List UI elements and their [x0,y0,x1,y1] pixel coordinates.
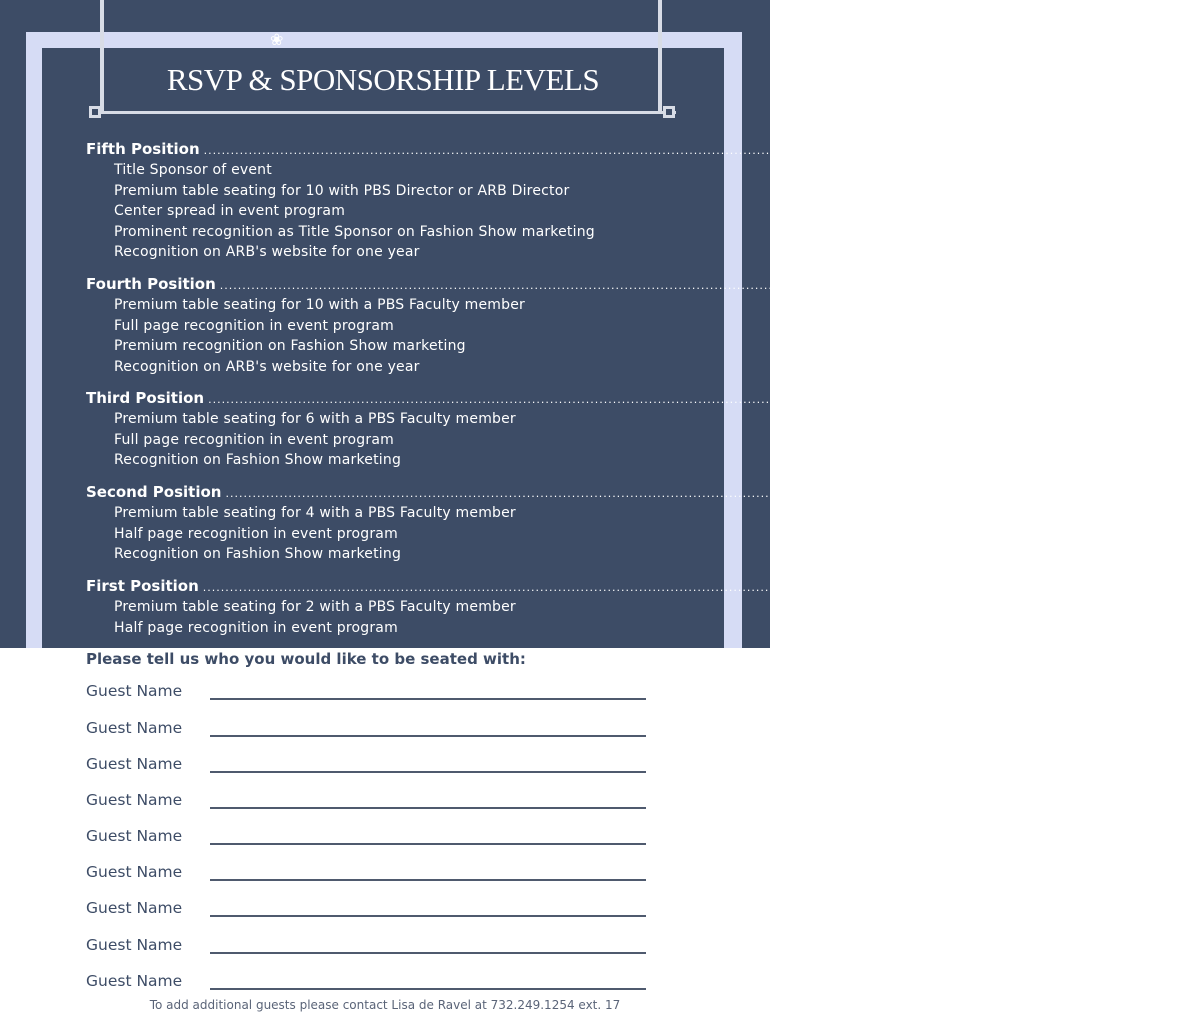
guest-name-label: Guest Name [86,863,183,881]
guest-name-row [86,715,646,737]
guest-name-field[interactable] [210,823,646,845]
tier-name: Fifth Position [86,140,200,158]
title-frame-bottom-line [92,111,676,114]
tier-heading [86,481,1175,503]
guest-name-label: Guest Name [86,755,183,773]
dot-leader: ........................................................................................................................................................................................................ [219,279,1120,292]
tier-benefit: Premium table seating for 4 with a PBS Faculty member [114,505,516,521]
contact-note: To add additional guests please contact Lisa de Ravel at 732.249.1254 ext. 17 [149,998,621,1012]
dot-leader: ........................................................................................................................................................................................................ [225,487,1125,500]
tier-benefit: Half page recognition in event program [114,525,398,542]
sponsorship-tier [86,273,1186,377]
tier-benefit: Half page recognition in event program [114,619,398,636]
tier-price: $500 [1128,481,1175,502]
tier-price: $2,500 [1123,273,1186,294]
tier-heading [86,273,1186,295]
tier-benefit: Premium table seating for 2 with a PBS Faculty member [114,599,516,615]
tier-benefit: Recognition on Fashion Show marketing [114,452,402,468]
sponsorship-tier [86,387,1175,471]
dot-leader: ........................................................................................................................................................................................................ [203,144,1103,157]
guest-name-row [86,968,646,990]
sponsorship-tier [86,481,1175,565]
tier-benefit: Recognition on Fashion Show marketing [114,546,402,562]
guest-name-field[interactable] [210,968,646,990]
title-block [98,52,668,108]
guest-name-field[interactable] [210,751,646,773]
page-title: RSVP & SPONSORSHIP LEVELS [166,62,600,97]
guest-name-row [86,932,646,954]
guest-name-label: Guest Name [86,972,183,990]
guest-name-label: Guest Name [86,719,183,737]
guest-name-row [86,751,646,773]
tier-benefit: Recognition on ARB's website for one year [114,244,420,260]
tier-name: Fourth Position [86,275,216,293]
tier-benefit: Center spread in event program [114,203,346,219]
tier-benefit: Premium table seating for 10 with PBS Director or ARB Director [114,182,570,199]
guest-name-row [86,823,646,845]
dot-leader: ........................................................................................................................................................................................................ [202,581,1103,594]
tier-benefit: Premium table seating for 10 with a PBS Faculty member [114,297,525,313]
seating-prompt: Please tell us who you would like to be seated with: [86,650,526,668]
bird-ornament-icon: ❀ [270,30,284,49]
guest-name-field[interactable] [210,932,646,954]
guest-name-field[interactable] [210,895,646,917]
guest-name-row [86,859,646,881]
guest-name-row [86,895,646,917]
guest-name-row [86,787,646,809]
dot-leader: ........................................................................................................................................................................................................ [208,393,1108,406]
tier-benefit: Title Sponsor of event [114,162,272,178]
guest-name-label: Guest Name [86,899,183,917]
tier-benefit: Premium recognition on Fashion Show marketing [114,338,466,354]
tier-heading [86,575,1152,597]
tier-name: Second Position [86,483,222,501]
tier-benefit: Recognition on ARB's website for one year [114,358,420,375]
tier-benefit: Premium table seating for 6 with a PBS Faculty member [114,411,516,427]
sponsorship-tier [86,138,1170,263]
guest-name-field[interactable] [210,715,646,737]
guest-name-label: Guest Name [86,682,183,700]
tier-heading [86,387,1175,409]
tier-heading [86,138,1170,160]
tier-price: $250 [1106,575,1152,596]
guest-name-field[interactable] [210,678,646,700]
tier-price: $5,000 [1106,138,1170,159]
tier-benefit: Full page recognition in event program [114,431,394,448]
guest-name-label: Guest Name [86,791,183,809]
guest-name-label: Guest Name [86,936,183,954]
tier-benefit: Prominent recognition as Title Sponsor on Fashion Show marketing [114,223,595,240]
guest-name-field[interactable] [210,859,646,881]
tier-benefit: Full page recognition in event program [114,317,394,334]
guest-name-field[interactable] [210,787,646,809]
tier-name: First Position [86,577,199,595]
sponsorship-tier [86,575,1152,638]
tier-name: Third Position [86,389,205,407]
guest-name-label: Guest Name [86,827,183,845]
tier-price: $1,000 [1111,387,1175,408]
guest-name-row [86,678,646,700]
